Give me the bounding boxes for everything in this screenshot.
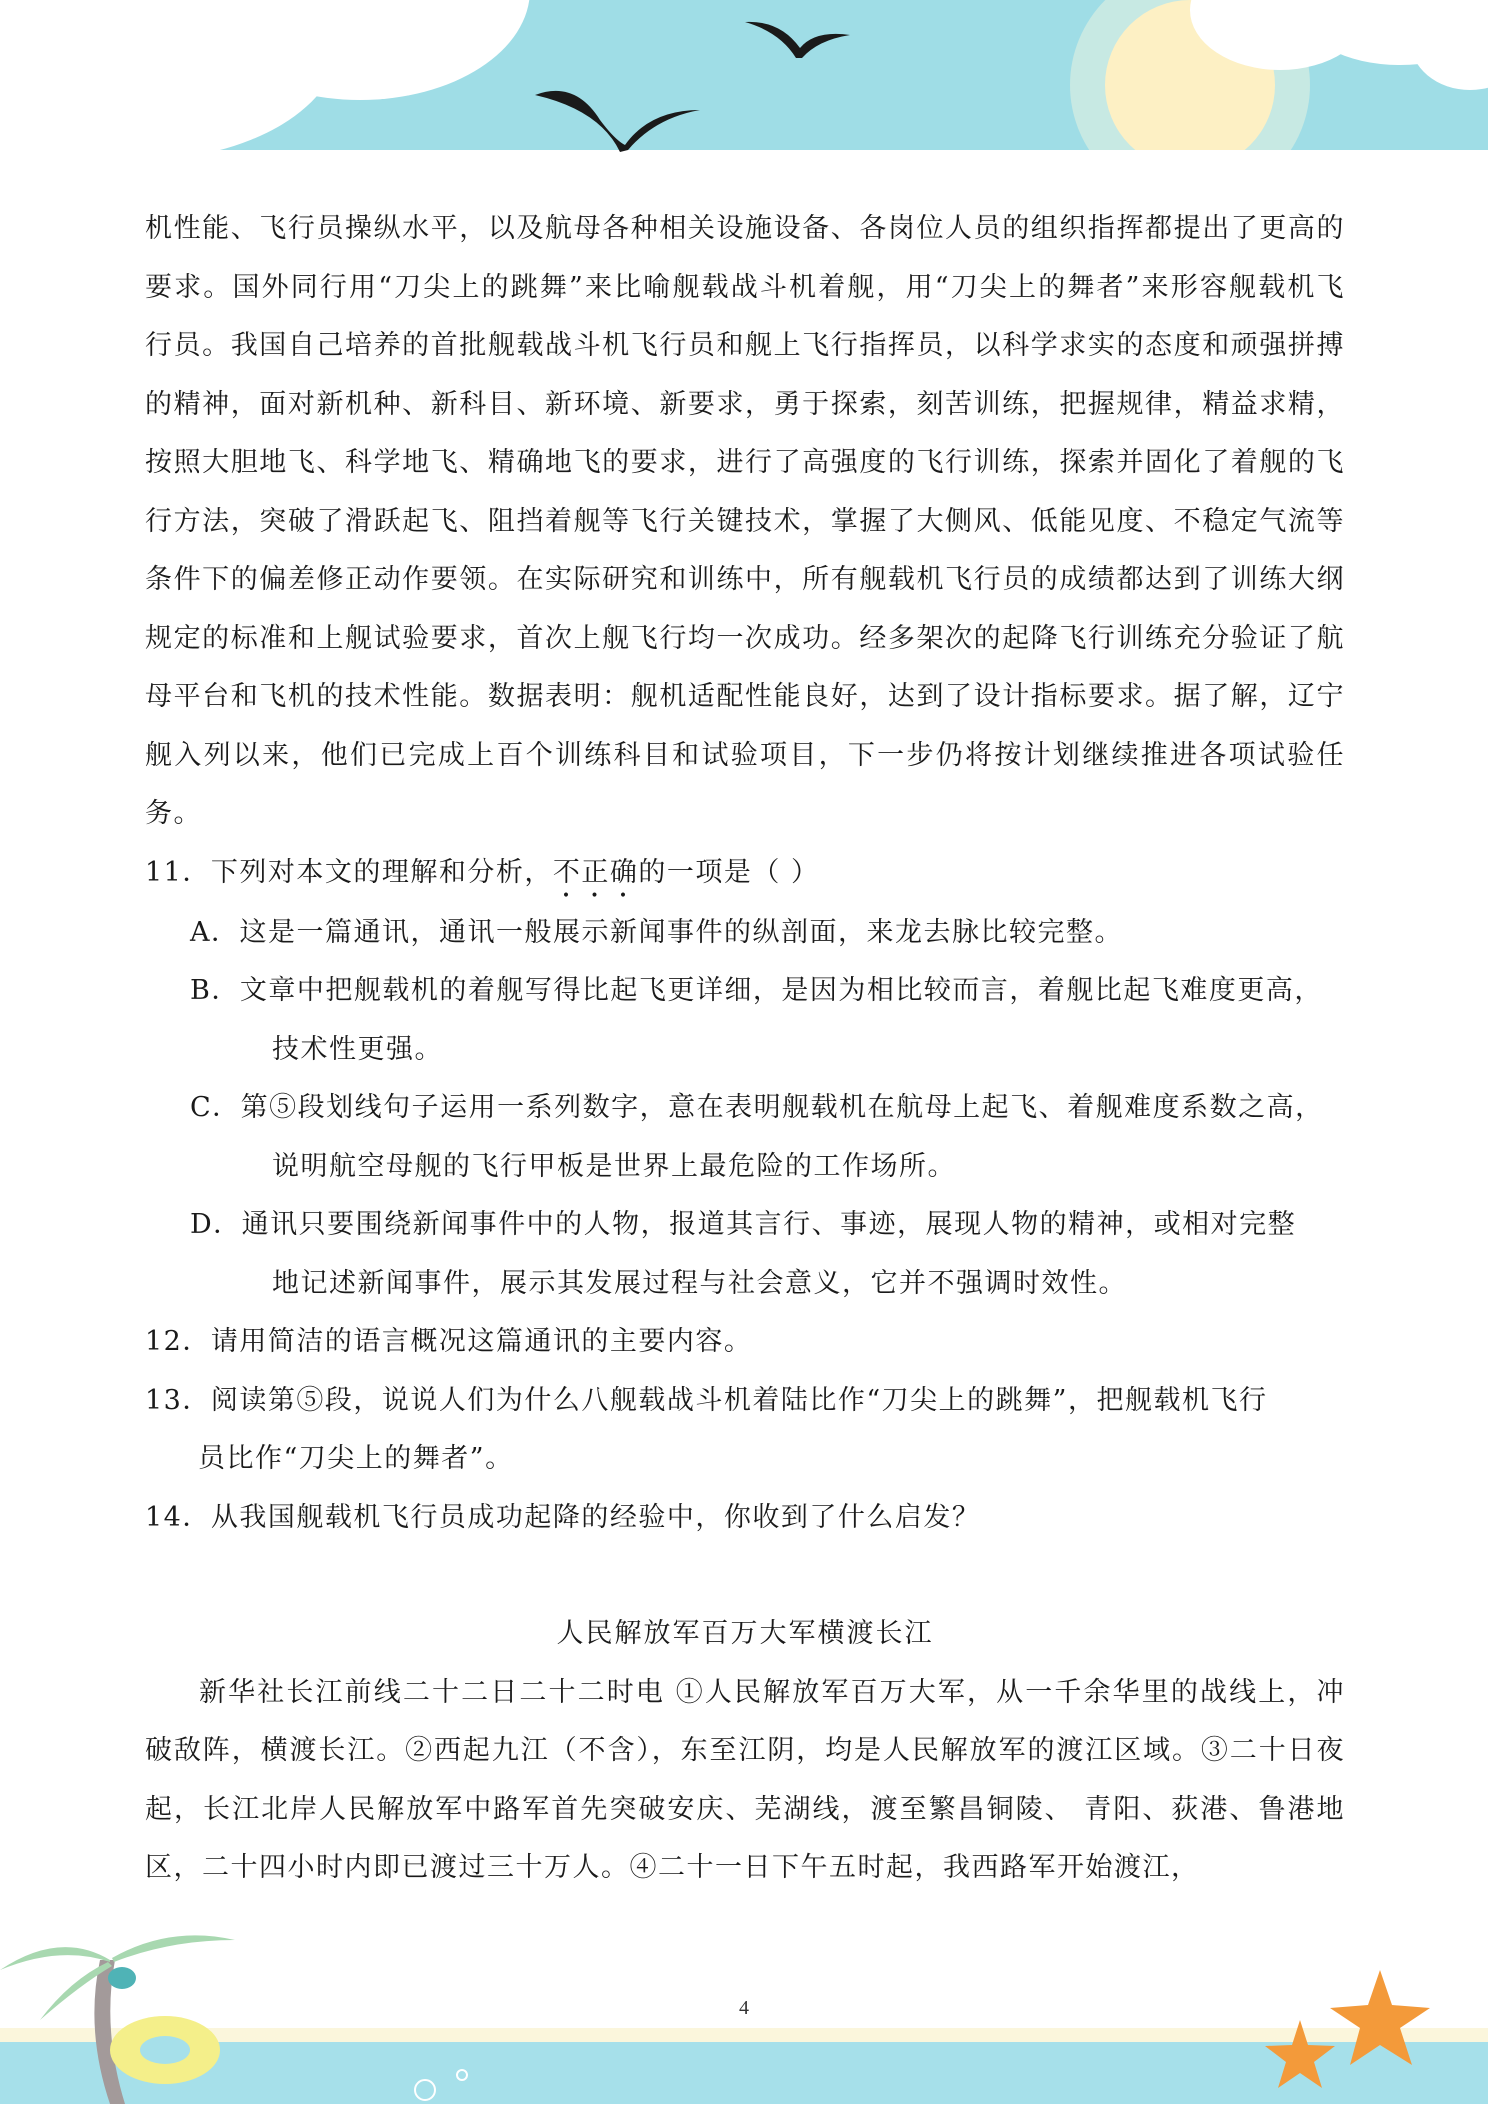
option-b [190, 962, 1345, 1079]
swim-ring-icon [110, 2016, 220, 2084]
question-number: 13． [145, 1384, 211, 1416]
question-stem-continued: 员比作“刀尖上的舞者”。 [198, 1443, 514, 1474]
article-title: 人民解放军百万大军横渡长江 [556, 1618, 934, 1649]
question-14 [145, 1489, 1345, 1548]
option-text-continued: 说明航空母舰的飞行甲板是世界上最危险的工作场所。 [272, 1150, 956, 1182]
option-label: A． [190, 916, 240, 948]
option-text-continued: 技术性更强。 [272, 1033, 443, 1065]
document-body [145, 200, 1345, 1898]
question-stem: 阅读第⑤段，说说人们为什么八舰载战斗机着陆比作“刀尖上的跳舞”，把舰载机飞行 [210, 1384, 1268, 1416]
option-text-continued: 地记述新闻事件，展示其发展过程与社会意义，它并不强调时效性。 [272, 1267, 1127, 1299]
question-stem: 下列对本文的理解和分析， [210, 856, 553, 888]
option-text: 通讯只要围绕新闻事件中的人物，报道其言行、事迹，展现人物的精神，或相对完整 [241, 1209, 1297, 1240]
option-text: 第⑤段划线句子运用一系列数字，意在表明舰载机在航母上起飞、着舰难度系数之高， [240, 1092, 1324, 1123]
question-number: 14． [145, 1501, 211, 1533]
question-13 [145, 1372, 1345, 1489]
option-d [190, 1196, 1345, 1313]
option-label: C． [190, 1092, 241, 1123]
page-number: 4 [739, 1997, 749, 2019]
option-a [190, 904, 1345, 963]
article-body: 新华社长江前线二十二日二十二时电 ①人民解放军百万大军，从一千余华里的战线上，冲破敌阵，横渡长江。②西起九江（不含），东至江阴，均是人民解放军的渡江区域。③二十日夜起，长江北岸人民解放军中路军首先突破安庆、芜湖线，渡至繁昌铜陵、 青阳、荻港、鲁港地区，二十四小时内即已渡过三十万人。④二十一日下午五时起，我西路军开始渡江， [145, 1676, 1345, 1883]
option-label: B． [190, 975, 240, 1006]
sand-strip [0, 2028, 1488, 2042]
question-stem: 从我国舰载机飞行员成功起降的经验中，你收到了什么启发？ [210, 1501, 981, 1533]
passage-continuation: 机性能、飞行员操纵水平，以及航母各种相关设施设备、各岗位人员的组织指挥都提出了更高的要求。国外同行用“刀尖上的跳舞”来比喻舰载战斗机着舰，用“刀尖上的舞者”来形容舰载机飞行员。我国自己培养的首批舰载战斗机飞行员和舰上飞行指挥员，以科学求实的态度和顽强拼搏的精神，面对新机种、新科目、新环境、新要求，勇于探索，刻苦训练，把握规律，精益求精，按照大胆地飞、科学地飞、精确地飞的要求，进行了高强度的飞行训练，探索并固化了着舰的飞行方法，突破了滑跃起飞、阻挡着舰等飞行关键技术，掌握了大侧风、低能见度、不稳定气流等条件下的偏差修正动作要领。在实际研究和训练中，所有舰载机飞行员的成绩都达到了训练大纲规定的标准和上舰试验要求，首次上舰飞行均一次成功。经多架次的起降飞行训练充分验证了航母平台和飞机的技术性能。数据表明：舰机适配性能良好，达到了设计指标要求。据了解，辽宁舰入列以来，他们已完成上百个训练科目和试验项目，下一步仍将按计划继续推进各项试验任务。 [145, 213, 1345, 829]
option-c [190, 1079, 1345, 1196]
emphasized-text: 不正确 [552, 856, 639, 888]
question-stem-end: 的一项是（ ） [638, 856, 820, 888]
question-number: 11． [145, 856, 211, 888]
option-text: 文章中把舰载机的着舰写得比起飞更详细，是因为相比较而言，着舰比起飞难度更高， [239, 975, 1323, 1006]
question-number: 12． [145, 1326, 211, 1357]
question-stem: 请用简洁的语言概况这篇通讯的主要内容。 [210, 1326, 753, 1357]
option-label: D． [190, 1209, 242, 1240]
question-11 [145, 844, 1345, 904]
question-12 [145, 1313, 1345, 1372]
option-text: 这是一篇通讯，通讯一般展示新闻事件的纵剖面，来龙去脉比较完整。 [239, 916, 1123, 948]
sea-strip [0, 2040, 1488, 2104]
header-sky-banner [0, 0, 1488, 170]
